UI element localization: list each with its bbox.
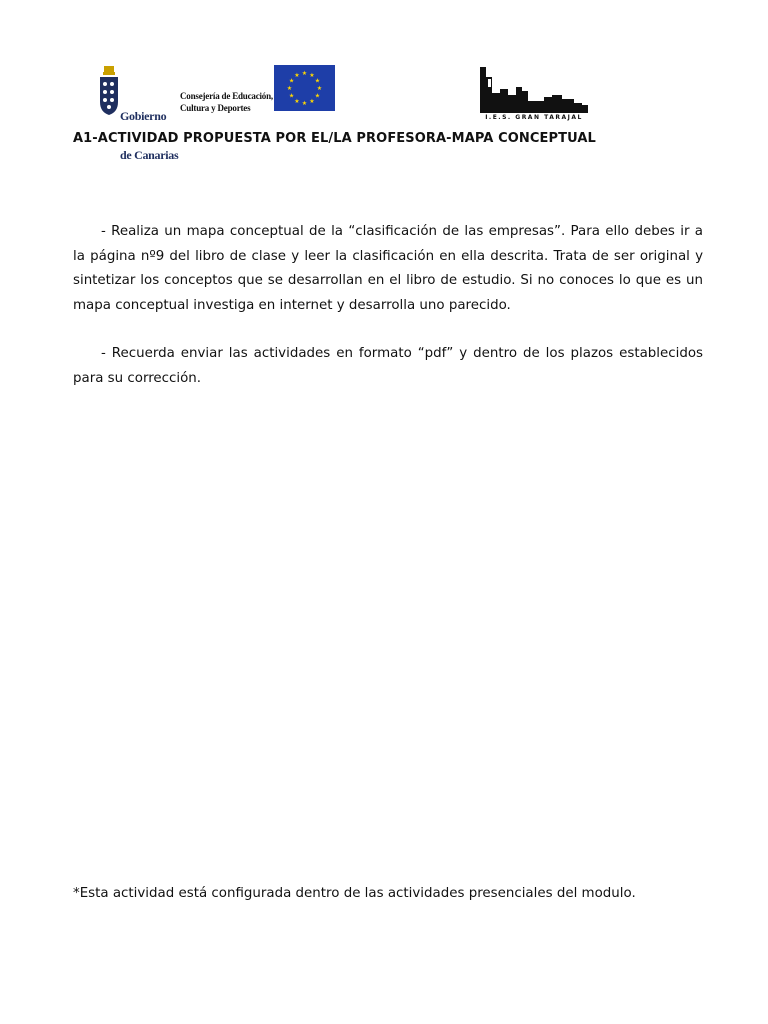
eu-flag-icon (274, 65, 335, 111)
gobierno-canarias-logo (98, 64, 273, 162)
gobierno-line-2: de Canarias (120, 148, 179, 162)
canarias-shield-icon (98, 64, 120, 116)
consejeria-name (180, 90, 273, 114)
eu-star-icon: ★ (288, 77, 295, 85)
eu-star-icon: ★ (314, 92, 321, 100)
ies-gran-tarajal-logo (478, 65, 590, 121)
eu-star-icon: ★ (288, 92, 295, 100)
eu-star-icon: ★ (316, 85, 323, 92)
eu-star-icon: ★ (286, 85, 293, 92)
gobierno-line-1: Gobierno (120, 109, 167, 123)
eu-star-icon: ★ (309, 72, 315, 80)
eu-star-icon: ★ (314, 77, 321, 85)
eu-star-icon: ★ (309, 97, 315, 105)
eu-star-icon: ★ (301, 100, 308, 107)
footnote: *Esta actividad está configurada dentro de las actividades presenciales del modulo. (73, 886, 636, 901)
eu-star-icon: ★ (294, 97, 300, 105)
ies-logo-icon (478, 65, 590, 113)
eu-star-icon: ★ (294, 72, 300, 80)
page-title: A1-ACTIVIDAD PROPUESTA POR EL/LA PROFESORA-MAPA CONCEPTUAL (73, 131, 596, 146)
eu-star-icon: ★ (301, 70, 308, 77)
instruction-paragraph-1: - Realiza un mapa conceptual de la “clasificación de las empresas”. Para ello debes ir a la página nº9 del libro de clase y leer la clasificación en ella descrita. Trata de ser original y sintetizar los conceptos que se desarrollan en el libro de estudio. Si no conoces lo que es un mapa conceptual investiga en internet y desarrolla uno parecido. (73, 224, 703, 313)
consejeria-line-2: Cultura y Deportes (180, 103, 251, 113)
consejeria-line-1: Consejería de Educación, (180, 91, 273, 101)
ies-name: I.E.S. GRAN TARAJAL (485, 114, 583, 121)
instruction-paragraph-2: - Recuerda enviar las actividades en formato “pdf” y dentro de los plazos establecidos para su corrección. (73, 346, 703, 386)
